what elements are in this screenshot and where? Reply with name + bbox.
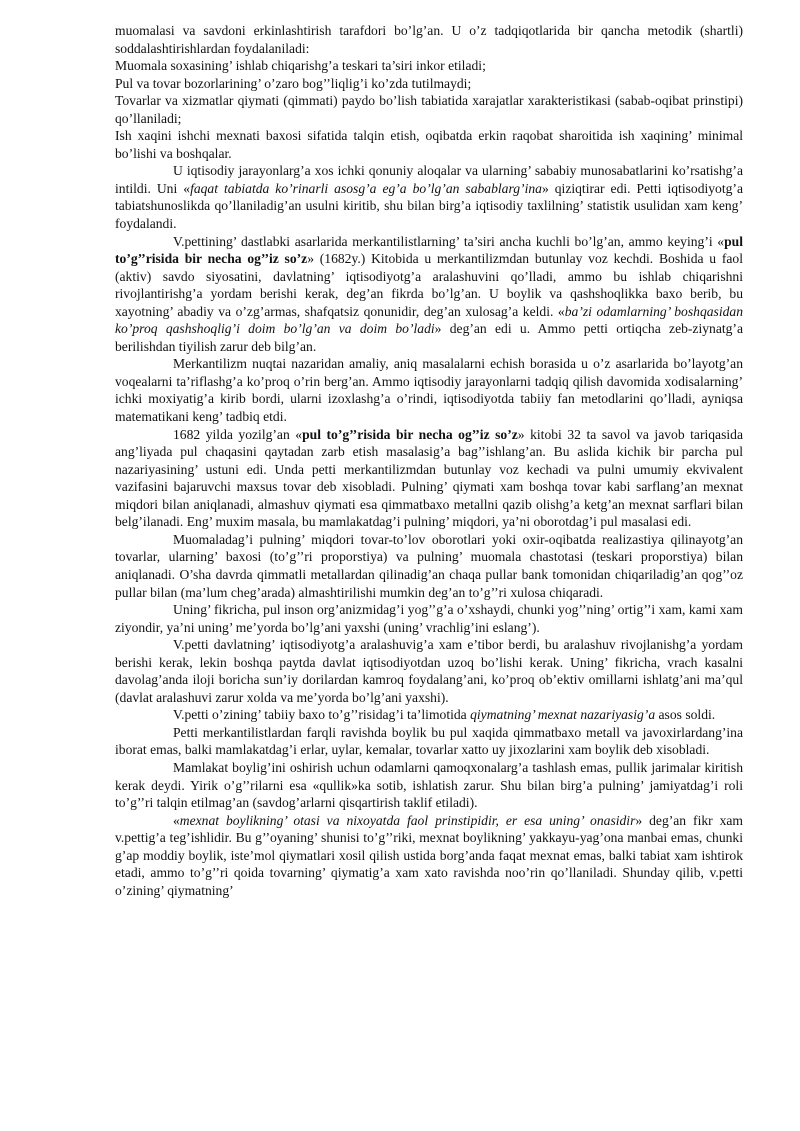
paragraph [115,426,743,531]
text-run: muomalasi va savdoni erkinlashtirish tarafdori bo’lg’an. U o’z tadqiqotlarida bir qancha metodik (shartli) soddalashtirishlardan foydalaniladi: [115,23,743,56]
text-run: V.petti davlatning’ iqtisodiyotg’a aralashuvig’a xam e’tibor berdi, bu aralashuv rivojlanishg’a yordam berishi kerak, lekin boshqa paytda davlat iqtisodiyotdan uzoq bo’lishi kerak. Uning’ fikricha, vrach kasalni davolag’anda iloji boricha sun’iy dorilardan kamroq foydalang’ani, ko’proq ob’ektiv omillarni ishlatg’ani ma’qul (davlat aralashuvi zarur xolda va me’yorda bo’lg’ani yaxshi). [115,637,743,705]
text-run: » deg’an edi u. Ammo petti ortiqcha zeb-ziynatg’a berilishdan tiyilish zarur deb bilg’an. [115,321,743,354]
paragraph [115,812,743,900]
text-run: 1682 yilda yozilg’an « [173,426,303,442]
paragraph [115,724,743,759]
text-run: V.pettining’ dastlabki asarlarida merkantilistlarning’ ta’siri ancha kuchli bo’lg’an, ammo keying’i « [173,233,725,249]
text-run: asos soldi. [655,707,716,723]
text-run: Petti merkantilistlardan farqli ravishda boylik bu pul xaqida qimmatbaxo metall va javoxirlardang’ina iborat emas, balki mamlakatdag’i erlar, uylar, kemalar, tovarlar xatto uy jixozlarini xam boylik deb xisobladi. [115,724,743,758]
paragraph [115,601,743,636]
paragraph [115,531,743,601]
paragraph [115,759,743,812]
text-run: Ish xaqini ishchi mexnati baxosi sifatida talqin etish, oqibatda erkin raqobat sharoitida ish xaqining’ minimal bo’lishi va boshqalar. [115,128,743,161]
text-run: Uning’ fikricha, pul inson org’anizmidag’i yog’’g’a o’xshaydi, chunki yog’’ning’ ortig’’i xam, kami xam ziyondir, ya’ni uning’ me’yorda bo’lg’ani yaxshi (uning’ vrachlig’ini eslang’). [115,602,743,635]
italic-text: mexnat boylikning’ otasi va nixoyatda faol prinstipidir, er esa uning’ onasidir [179,812,636,828]
text-run: Muomaladag’i pulning’ miqdori tovar-to’lov oborotlari yoki oxir-oqibatda realizastiya qilinayotg’an tovarlar, ularning’ baxosi (to’g’’ri proporstiya) va pulning’ muomala chastotasi (teskari proporstiya) bilan aniqlanadi. O’sha davrda qimmatli metallardan qilinadig’an chaqa pullar bank tomonidan chiqariladig’an qog’’oz pullar bilan (ma’lum cheg’arada) almashtirilishi mumkin deg’an to’g’’ri xulosa chiqaradi. [115,531,743,600]
text-run: U iqtisodiy jarayonlarg’a xos ichki qonuniy aloqalar va ularning’ sababiy munosabatlarini ko’rsatishg’a intildi. Uni « [115,163,743,196]
paragraph [115,75,743,93]
bold-text: pul to’g’’risida bir necha og’’iz so’z [115,233,743,267]
paragraph [115,92,743,127]
paragraph [115,233,743,356]
paragraph [115,706,743,724]
italic-text: ba’zi odamlarning’ boshqasidan ko’proq qashshoqlig’i doim bo’lg’an va doim bo’ladi [115,303,743,337]
text-run: Mamlakat boylig’ini oshirish uchun odamlarni qamoqxonalarg’a tashlash emas, pullik jarimalar kiritish kerak deydi. Yirik o’g’’rilarni esa «qullik»ka sotib, ishlatish zarur. Shu bilan birg’a pulning’ jamiyatdag’i roli to’g’’ri talqin etilmag’an (savdog’arlarni qisqartirish taklif etiladi). [115,759,743,811]
bold-text: pul to’g’’risida bir necha og’’iz so’z [302,426,518,442]
text-run: Muomala soxasining’ ishlab chiqarishg’a teskari ta’siri inkor etiladi; [115,58,486,74]
text-run: » (1682y.) Kitobida u merkantilizmdan butunlay voz kechdi. Boshida u faol (aktiv) savdo siyosatini, davlatning’ iqtisodiyotg’a aralashuvini qo’lladi, ammo bu ishlab chiqarishni rivojlantirishg’a yordam berishi kerak, deg’an fikrda bo’lg’an. U boylik va qashshoqlikka baxo berib, bu xayotning’ abadiy va o’zg’armas, shafqatsiz qonunidir, deg’an xulosag’a keldi. « [115,251,743,319]
paragraph [115,162,743,232]
paragraph [115,127,743,162]
text-run: Merkantilizm nuqtai nazaridan amaliy, aniq masalalarni echish borasida u o’z asarlarida bo’layotg’an voqealarni ta’riflashg’a ko’proq o’rin berg’an. Ammo iqtisodiy jarayonlarni tadqiq qilish davomida xodisalarning’ ichki moxiyatig’a kirib bordi, ularni izoxlashg’a o’rindi, iqtisodiyotda tabiiy fan metodlarini qo’lladi, ayniqsa matematikani keng’ tadbiq etdi. [115,356,743,425]
text-run: V.petti o’zining’ tabiiy baxo to’g’’risidag’i ta’limotida [173,707,471,723]
text-run: » kitobi 32 ta savol va javob tariqasida ang’liyada pul chaqasini qaytadan zarb etish masalasig’a bag’’ishlang’an. Bu aslida kichik bir parcha pul nazariyasining’ ustuni edi. Unda petti merkantilizmdan butunlay voz kechadi va pulni umumiy ekvivalent vazifasini bajaruvchi maxsus tovar deb xisobladi. Pulning’ qiymati xam boshqa tovar kabi sarflang’an mexnat miqdori bilan aniqlanadi, almashuv qiymati esa qimmatbaxo metallni qazib olishg’a ketg’an mexnat sarflari bilan belg’ilanadi. Eng’ muxim masala, bu mamlakatdag’i pulning’ miqdori, ya’ni oborotdag’i pul masalasi edi. [115,426,743,530]
text-run: Pul va tovar bozorlarining’ o’zaro bog’’liqlig’i ko’zda tutilmaydi; [115,75,472,91]
italic-text: faqat tabiatda ko’rinarli asosg’a eg’a bo’lg’an sabablarg’ina [190,180,542,196]
paragraph [115,22,743,57]
text-run: « [173,812,180,828]
paragraph [115,355,743,425]
italic-text: qiymatning’ mexnat nazariyasig’a [470,707,656,723]
document-body [115,22,743,899]
text-run: » deg’an fikr xam v.pettig’a teg’ishlidir. Bu g’’oyaning’ shunisi to’g’’riki, mexnat boylikning’ yakkayu-yag’ona manbai emas, chunki g’ap moddiy boylik, iste’mol qiymatlari xosil qilish ustida borg’anda faqat mexnat emas, balki tabiat xam ishtirok etadi, ammo to’g’’ri qoida tovarning’ qiymatig’a xam xato ravishda noo’rin qo’llaniladi. Shunday qilib, v.petti o’zining’ qiymatning’ [115,812,743,898]
paragraph [115,636,743,706]
paragraph [115,57,743,75]
text-run: » qiziqtirar edi. Petti iqtisodiyotg’a tabiatshunoslikda qo’llaniladig’an usulni kiritib, shu bilan birg’a iqtisodiy taxlilning’ statistik usulidan xam keng’ foydalandi. [115,180,743,232]
text-run: Tovarlar va xizmatlar qiymati (qimmati) paydo bo’lish tabiatida xarajatlar xarakteristikasi (sabab-oqibat prinstipi) qo’llaniladi; [115,93,743,126]
